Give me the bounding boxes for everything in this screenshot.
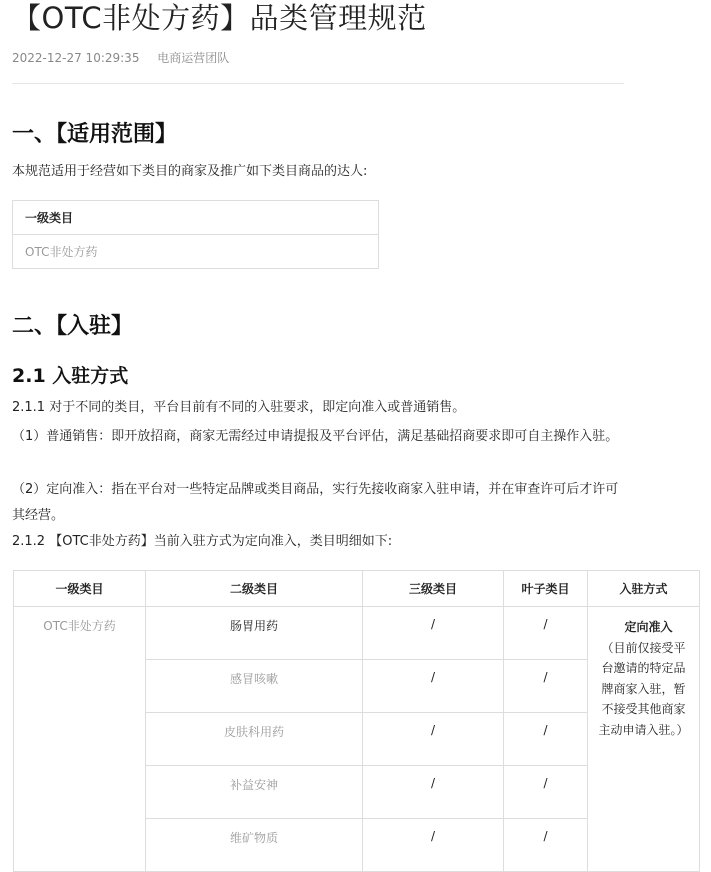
paragraph-normal-sale: （1）普通销售：即开放招商，商家无需经过申请提报及平台评估，满足基础招商要求即可自主操作入驻。 [12, 429, 619, 444]
scope-table-header: 一级类目 [13, 201, 379, 235]
table-row [14, 607, 700, 660]
level2-cell: 维矿物质 [146, 819, 363, 872]
entry-method-note: （目前仅接受平台邀请的特定品牌商家入驻，暂不接受其他商家主动申请入驻。） [598, 640, 689, 737]
article-meta [12, 49, 229, 66]
header-level2: 二级类目 [146, 571, 363, 607]
scope-table-cell: OTC非处方药 [13, 235, 379, 269]
header-level3: 三级类目 [363, 571, 504, 607]
level3-cell: / [363, 607, 504, 660]
level3-cell: / [363, 660, 504, 713]
entry-method-cell [588, 607, 700, 872]
table-header-row [14, 571, 700, 607]
header-entry-method: 入驻方式 [588, 571, 700, 607]
scope-intro: 本规范适用于经营如下类目的商家及推广如下类目商品的达人: [12, 164, 368, 179]
level3-cell: / [363, 713, 504, 766]
author-name: 电商运营团队 [157, 51, 230, 65]
level3-cell: / [363, 766, 504, 819]
article-title: 【OTC非处方药】品类管理规范 [12, 1, 427, 35]
level2-cell: 补益安神 [146, 766, 363, 819]
level1-cell: OTC非处方药 [14, 607, 146, 872]
level2-cell: 皮肤科用药 [146, 713, 363, 766]
level2-cell: 感冒咳嗽 [146, 660, 363, 713]
level2-cell: 肠胃用药 [146, 607, 363, 660]
section-heading-scope: 一、【适用范围】 [12, 122, 178, 147]
publish-date: 2022-12-27 10:29:35 [12, 51, 140, 65]
leaf-cell: / [504, 819, 588, 872]
subsection-heading-entry-method: 2.1 入驻方式 [12, 365, 129, 387]
leaf-cell: / [504, 607, 588, 660]
header-level1: 一级类目 [14, 571, 146, 607]
paragraph-directed-access: （2）定向准入：指在平台对一些特定品牌或类目商品，实行先接收商家入驻申请，并在审查许可后才许可其经营。 [12, 482, 619, 523]
leaf-cell: / [504, 660, 588, 713]
category-table [13, 570, 700, 872]
section-heading-entry: 二、【入驻】 [12, 314, 134, 339]
leaf-cell: / [504, 713, 588, 766]
title-divider [12, 83, 624, 84]
level3-cell: / [363, 819, 504, 872]
entry-method-title: 定向准入 [624, 620, 673, 634]
scope-table [12, 200, 379, 269]
leaf-cell: / [504, 766, 588, 819]
paragraph-2-1-2: 2.1.2 【OTC非处方药】当前入驻方式为定向准入，类目明细如下: [12, 534, 393, 549]
header-leaf: 叶子类目 [504, 571, 588, 607]
paragraph-2-1-1: 2.1.1 对于不同的类目，平台目前有不同的入驻要求，即定向准入或普通销售。 [12, 400, 466, 415]
